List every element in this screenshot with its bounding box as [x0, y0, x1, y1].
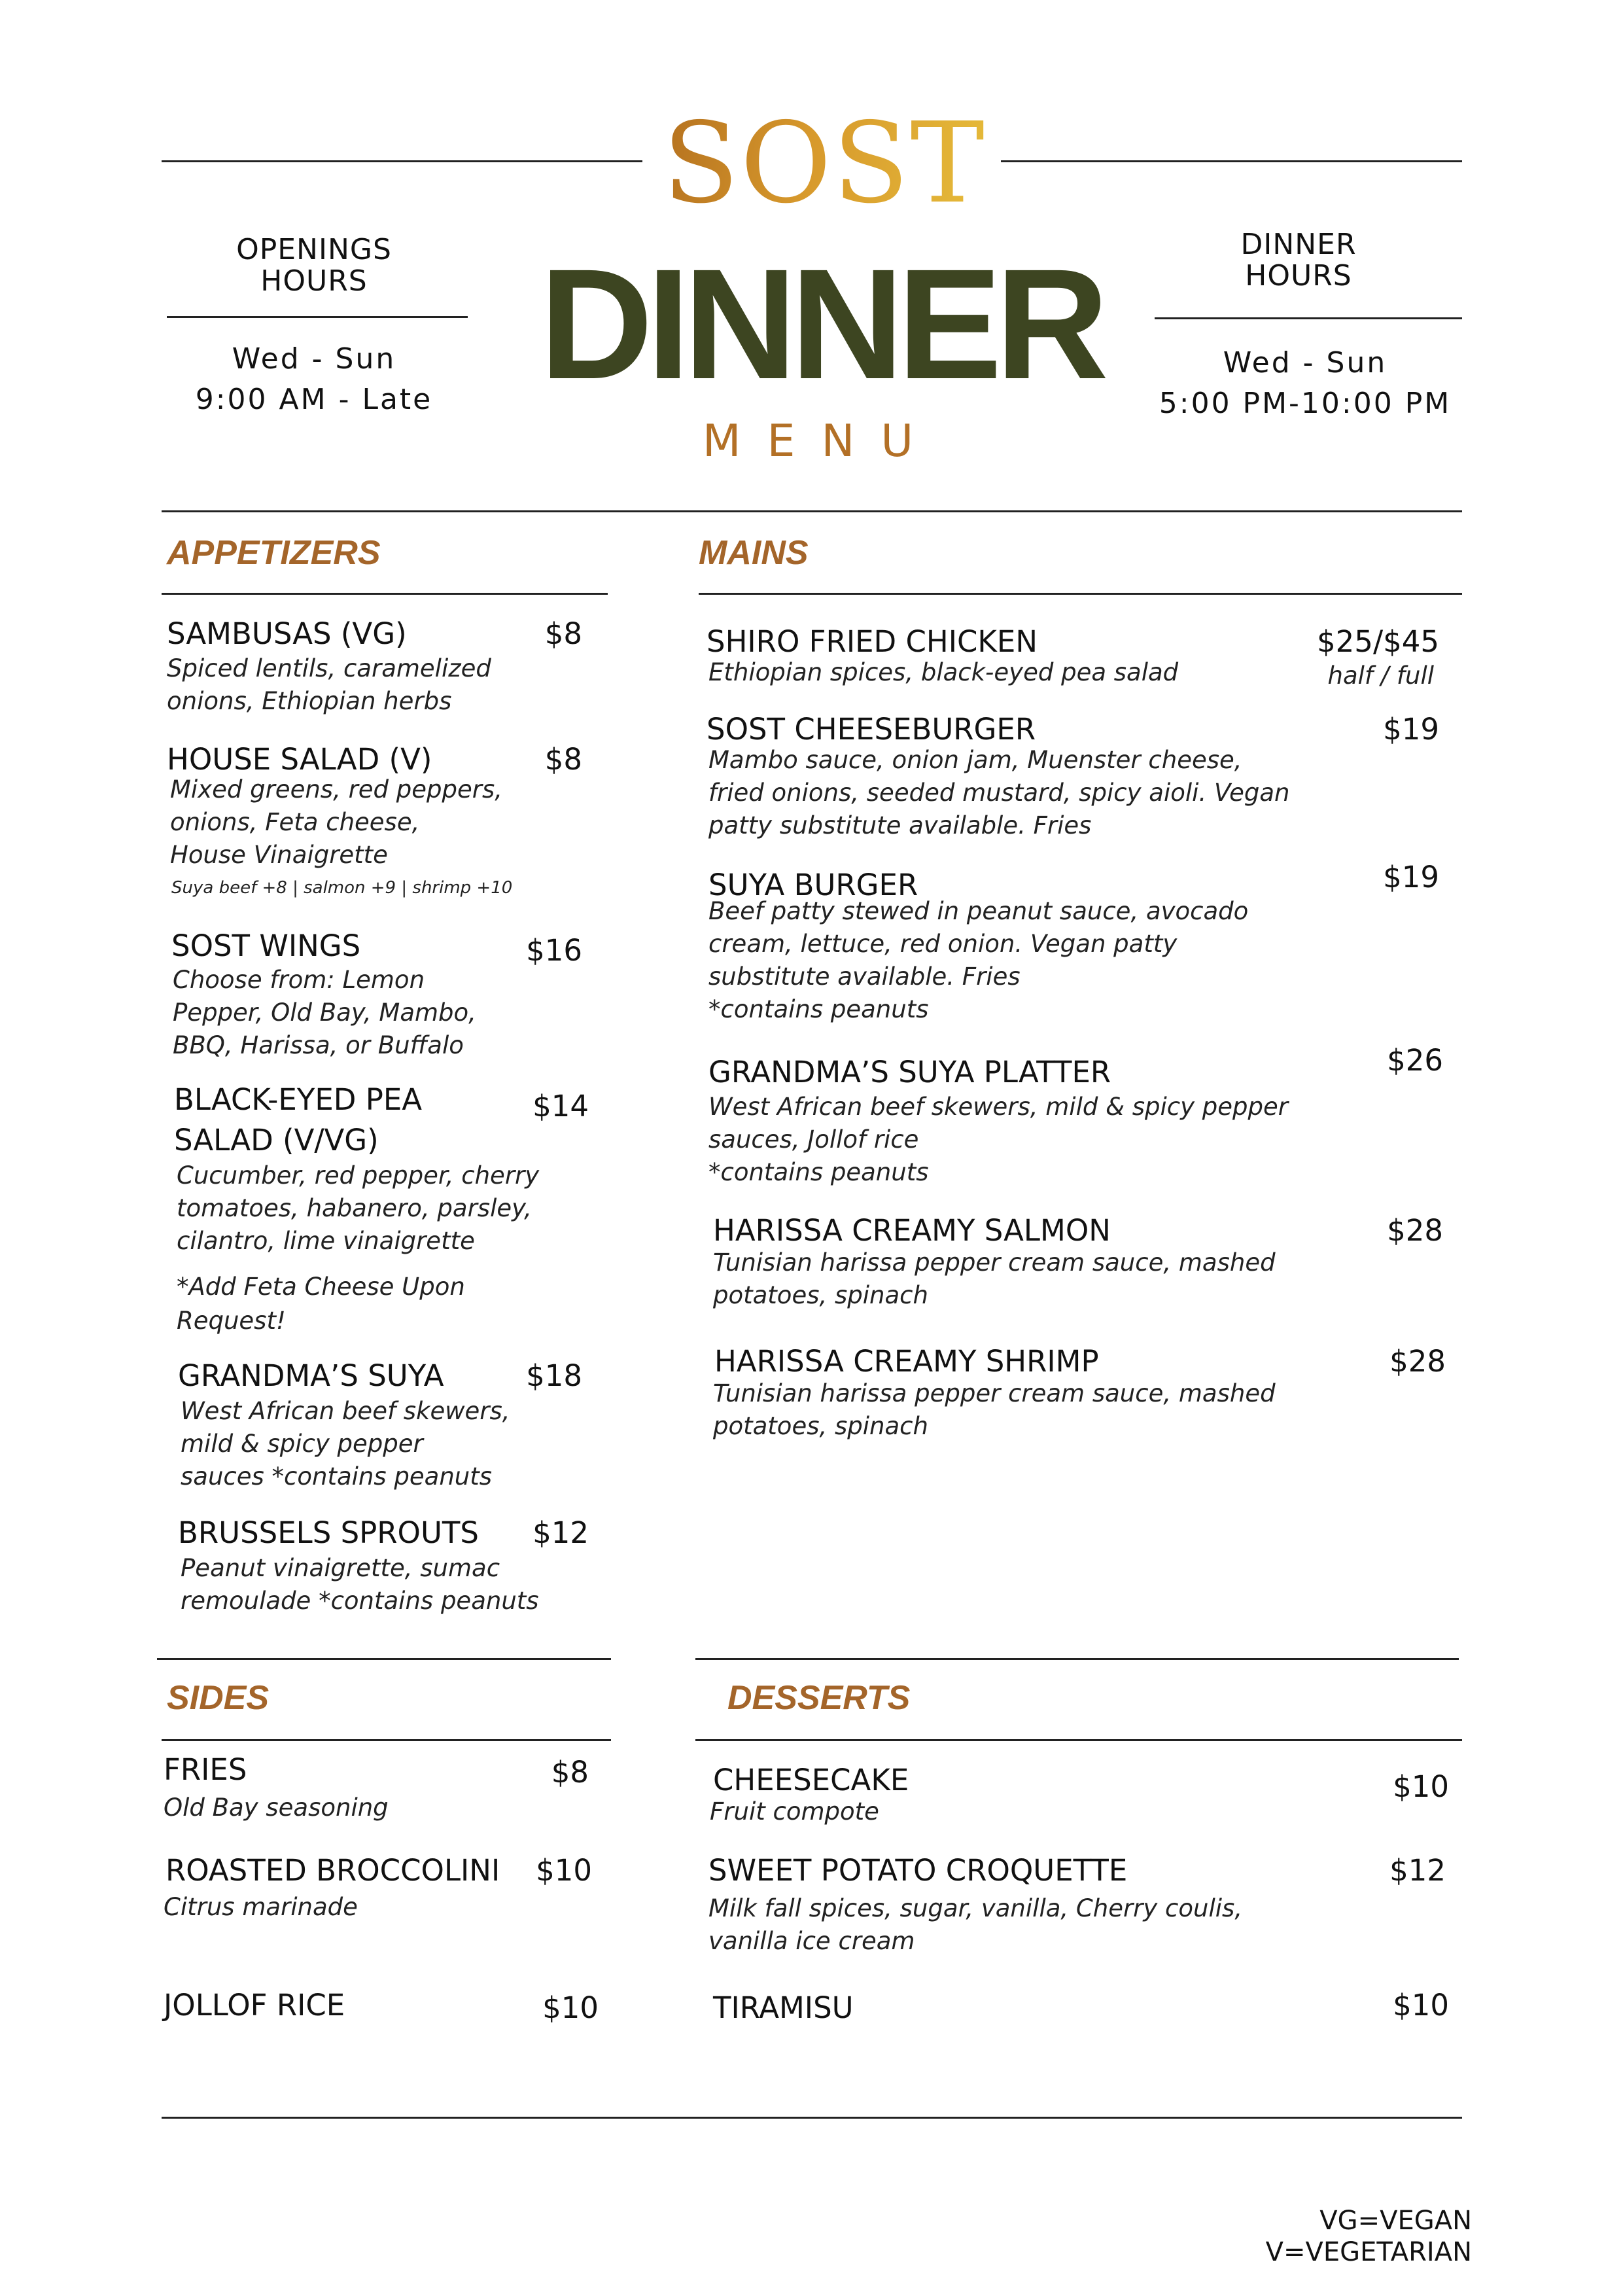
item-name: SUYA BURGER: [708, 868, 918, 902]
desserts-top-rule: [695, 1658, 1459, 1660]
item-desc: Milk fall spices, sugar, vanilla, Cherry coulis,: [708, 1894, 1243, 1922]
header-rule-right: [1001, 160, 1462, 162]
dinner-hours-rule: [1155, 317, 1462, 319]
item-desc: substitute available. Fries: [708, 963, 1021, 991]
item-desc: cream, lettuce, red onion. Vegan patty: [708, 930, 1178, 958]
item-desc: Mambo sauce, onion jam, Muenster cheese,: [708, 746, 1242, 774]
opening-hours-rule: [167, 316, 468, 318]
item-desc: patty substitute available. Fries: [708, 811, 1092, 839]
item-name: HARISSA CREAMY SHRIMP: [714, 1344, 1099, 1379]
item-note: Suya beef +8 | salmon +9 | shrimp +10: [171, 878, 513, 898]
item-price: $26: [1387, 1043, 1443, 1078]
item-desc: Tunisian harissa pepper cream sauce, mashed: [713, 1379, 1276, 1407]
item-price: $10: [536, 1853, 592, 1888]
item-price: $28: [1387, 1213, 1443, 1248]
item-desc: Ethiopian spices, black-eyed pea salad: [708, 658, 1179, 686]
item-price: $10: [1393, 1769, 1449, 1804]
item-name: SAMBUSAS (VG): [167, 616, 407, 651]
item-desc: cilantro, lime vinaigrette: [177, 1227, 475, 1255]
opening-hours-times: 9:00 AM - Late: [195, 383, 433, 416]
item-desc: Request!: [177, 1307, 286, 1335]
item-name: BLACK-EYED PEA: [174, 1082, 423, 1117]
sost-logo: SOST: [663, 99, 986, 228]
appetizers-title: APPETIZERS: [167, 534, 381, 572]
item-price: $18: [526, 1358, 582, 1393]
item-price: $8: [544, 616, 582, 651]
item-desc: Cucumber, red pepper, cherry: [177, 1161, 540, 1190]
item-price: $12: [532, 1515, 589, 1550]
dinner-hours-title-line1: DINNER: [1240, 228, 1357, 261]
dinner-hours-schedule: [1151, 343, 1459, 424]
item-price: $19: [1383, 712, 1439, 747]
item-name: JOLLOF RICE: [164, 1988, 345, 2022]
opening-hours: [160, 234, 468, 297]
item-name: HARISSA CREAMY SALMON: [713, 1213, 1111, 1248]
item-desc: Fruit compote: [710, 1797, 879, 1826]
item-price: $19: [1383, 860, 1439, 894]
footer-rule: [162, 2117, 1462, 2119]
item-name: HOUSE SALAD (V): [167, 742, 432, 777]
item-name: SALAD (V/VG): [174, 1123, 379, 1157]
item-price: $10: [542, 1990, 599, 2025]
appetizers-rule: [162, 593, 608, 595]
item-price: $16: [526, 933, 582, 968]
dinner-hours-title-line2: HOURS: [1245, 259, 1352, 292]
dietary-legend: [1266, 2205, 1472, 2268]
legend-vegetarian: V=VEGETARIAN: [1265, 2237, 1472, 2267]
item-name: GRANDMA’S SUYA PLATTER: [708, 1055, 1111, 1089]
dinner-hours-times: 5:00 PM-10:00 PM: [1159, 387, 1452, 420]
item-price: $12: [1389, 1853, 1446, 1888]
item-price: $25/$45: [1317, 624, 1439, 659]
item-desc: Pepper, Old Bay, Mambo,: [173, 998, 476, 1027]
item-desc: vanilla ice cream: [708, 1927, 915, 1955]
item-desc: Tunisian harissa pepper cream sauce, mashed: [713, 1248, 1276, 1277]
item-price: $28: [1389, 1344, 1446, 1379]
item-price: $8: [551, 1755, 589, 1790]
desserts-title: DESSERTS: [727, 1679, 911, 1717]
item-desc: remoulade *contains peanuts: [181, 1587, 539, 1615]
sides-top-rule: [157, 1658, 611, 1660]
item-desc: fried onions, seeded mustard, spicy aioli. Vegan: [708, 779, 1290, 807]
item-desc: *contains peanuts: [708, 995, 929, 1023]
opening-hours-schedule: [160, 339, 468, 420]
item-name: GRANDMA’S SUYA: [178, 1358, 444, 1393]
item-desc: *Add Feta Cheese Upon: [177, 1273, 465, 1301]
item-desc: sauces, Jollof rice: [708, 1125, 919, 1154]
item-name: SWEET POTATO CROQUETTE: [708, 1853, 1128, 1888]
item-desc: West African beef skewers, mild & spicy pepper: [708, 1093, 1288, 1121]
item-desc: House Vinaigrette: [170, 841, 388, 869]
item-price: $14: [532, 1089, 589, 1123]
opening-hours-title-line1: OPENINGS: [236, 233, 392, 266]
item-desc: Citrus marinade: [164, 1893, 358, 1921]
item-desc: onions, Feta cheese,: [170, 808, 420, 836]
dinner-hours-days: Wed - Sun: [1223, 346, 1387, 380]
dinner-title: DINNER: [539, 236, 1103, 412]
desserts-rule: [695, 1739, 1462, 1741]
sides-rule: [162, 1739, 611, 1741]
item-desc: Choose from: Lemon: [173, 966, 425, 994]
item-name: CHEESECAKE: [713, 1763, 909, 1797]
legend-vegan: VG=VEGAN: [1319, 2206, 1472, 2236]
item-desc: *contains peanuts: [708, 1158, 929, 1186]
item-desc: onions, Ethiopian herbs: [167, 687, 452, 715]
mains-rule: [699, 593, 1462, 595]
item-desc: Spiced lentils, caramelized: [167, 654, 491, 682]
item-price: $10: [1393, 1988, 1449, 2022]
header-bottom-rule: [162, 510, 1462, 512]
item-desc: Peanut vinaigrette, sumac: [181, 1554, 500, 1582]
item-desc: Beef patty stewed in peanut sauce, avocado: [708, 897, 1249, 925]
item-name: SHIRO FRIED CHICKEN: [707, 624, 1038, 659]
item-desc: Old Bay seasoning: [164, 1793, 389, 1822]
item-desc: tomatoes, habanero, parsley,: [177, 1194, 532, 1222]
item-price: $8: [544, 742, 582, 777]
item-desc: West African beef skewers,: [181, 1397, 510, 1425]
item-name: ROASTED BROCCOLINI: [166, 1853, 500, 1888]
mains-title: MAINS: [699, 534, 809, 572]
item-name: TIRAMISU: [713, 1990, 854, 2025]
header-rule-left: [162, 160, 642, 162]
item-desc: potatoes, spinach: [713, 1412, 928, 1440]
item-desc: sauces *contains peanuts: [181, 1462, 493, 1491]
item-name: SOST WINGS: [171, 928, 361, 963]
item-desc: Mixed greens, red peppers,: [170, 775, 503, 804]
item-desc: mild & spicy pepper: [181, 1430, 423, 1458]
dinner-hours: [1145, 229, 1452, 292]
item-name: FRIES: [164, 1752, 247, 1787]
menu-subtitle: MENU: [702, 415, 940, 467]
opening-hours-days: Wed - Sun: [232, 342, 396, 376]
item-name: BRUSSELS SPROUTS: [178, 1515, 479, 1550]
item-desc: BBQ, Harissa, or Buffalo: [173, 1031, 464, 1059]
price-note: half / full: [1327, 662, 1434, 690]
item-name: SOST CHEESEBURGER: [707, 712, 1036, 747]
item-desc: potatoes, spinach: [713, 1281, 928, 1309]
sides-title: SIDES: [167, 1679, 270, 1717]
opening-hours-title-line2: HOURS: [260, 264, 368, 298]
